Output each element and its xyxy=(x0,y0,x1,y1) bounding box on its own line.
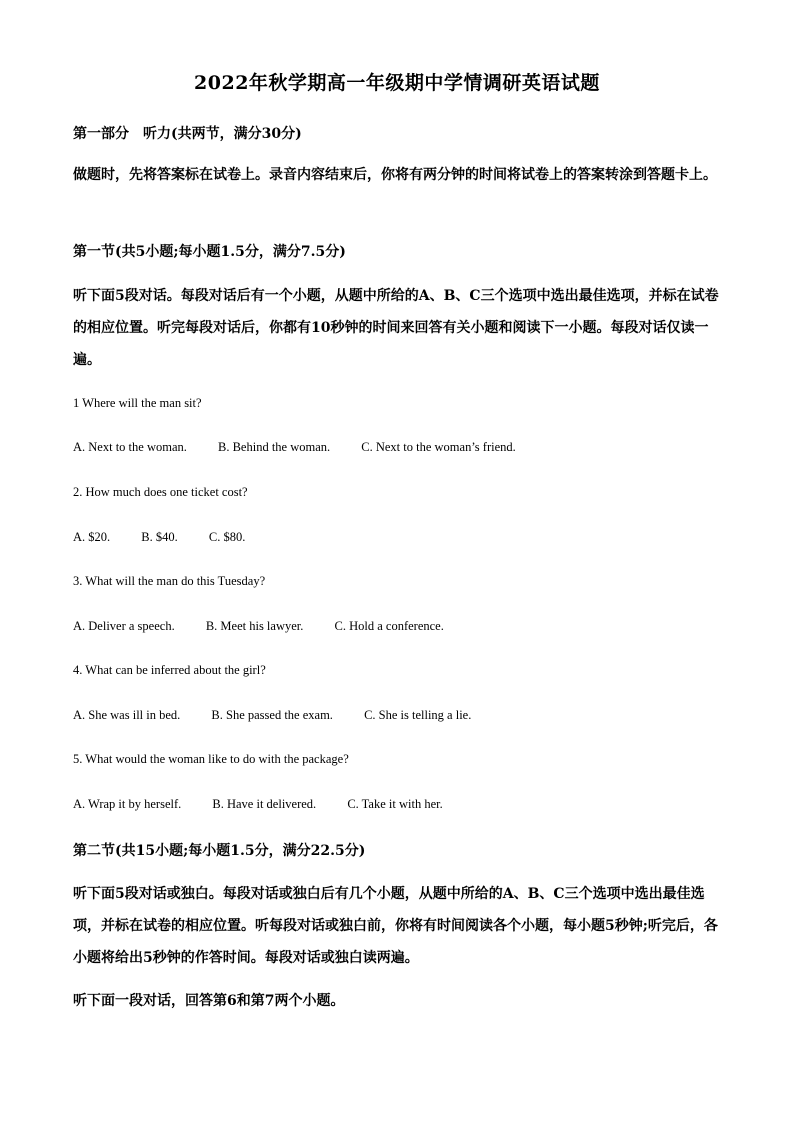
question-1-option-b: B. Behind the woman. xyxy=(218,440,331,454)
question-2-option-a: A. $20. xyxy=(73,530,111,544)
section2-heading: 第二节(共15小题;每小题1.5分，满分22.5分) xyxy=(73,843,366,859)
question-4-option-b: B. She passed the exam. xyxy=(211,708,333,722)
question-1-option-a: A. Next to the woman. xyxy=(73,440,187,454)
question-4-stem: 4. What can be inferred about the girl? xyxy=(73,663,266,677)
question-3-option-c: C. Hold a conference. xyxy=(334,619,444,633)
section1-instruction: 听下面5段对话。每段对话后有一个小题，从题中所给的A、B、C三个选项中选出最佳选项，并标在试卷的相应位置。听完每段对话后，你都有10秒钟的时间来回答有关小题和阅读下一小题。每段对话仅读一遍。 xyxy=(73,288,719,368)
question-3-stem: 3. What will the man do this Tuesday? xyxy=(73,574,266,588)
question-4-option-c: C. She is telling a lie. xyxy=(364,708,472,722)
question-1-stem: 1 Where will the man sit? xyxy=(73,396,202,410)
section2-instruction: 听下面5段对话或独白。每段对话或独白后有几个小题，从题中所给的A、B、C三个选项中选出最佳选项，并标在试卷的相应位置。听每段对话或独白前，你将有时间阅读各个小题，每小题5秒钟;听完后，各小题将给出5秒钟的作答时间。每段对话或独白读两遍。 xyxy=(73,886,718,966)
question-5-options xyxy=(73,797,443,812)
question-5-option-a: A. Wrap it by herself. xyxy=(73,797,182,811)
question-1-option-c: C. Next to the woman’s friend. xyxy=(361,440,516,454)
exam-title: 2022年秋学期高一年级期中学情调研英语试题 xyxy=(194,72,600,94)
question-1-options xyxy=(73,440,516,455)
question-5-stem: 5. What would the woman like to do with the package? xyxy=(73,752,349,766)
section1-heading: 第一节(共5小题;每小题1.5分，满分7.5分) xyxy=(73,244,346,260)
question-4-option-a: A. She was ill in bed. xyxy=(73,708,181,722)
part1-instruction: 做题时，先将答案标在试卷上。录音内容结束后，你将有两分钟的时间将试卷上的答案转涂到答题卡上。 xyxy=(73,167,717,183)
question-4-options xyxy=(73,708,471,723)
question-3-option-b: B. Meet his lawyer. xyxy=(205,619,304,633)
question-5-option-c: C. Take it with her. xyxy=(347,797,443,811)
part1-heading: 第一部分 听力(共两节，满分30分) xyxy=(73,126,302,142)
question-3-option-a: A. Deliver a speech. xyxy=(73,619,175,633)
question-2-option-c: C. $80. xyxy=(208,530,246,544)
question-5-option-b: B. Have it delivered. xyxy=(212,797,317,811)
question-2-options xyxy=(73,530,245,545)
section2-sub-instruction: 听下面一段对话，回答第6和第7两个小题。 xyxy=(73,993,345,1009)
question-2-option-b: B. $40. xyxy=(141,530,178,544)
question-3-options xyxy=(73,619,444,634)
question-2-stem: 2. How much does one ticket cost? xyxy=(73,485,248,499)
